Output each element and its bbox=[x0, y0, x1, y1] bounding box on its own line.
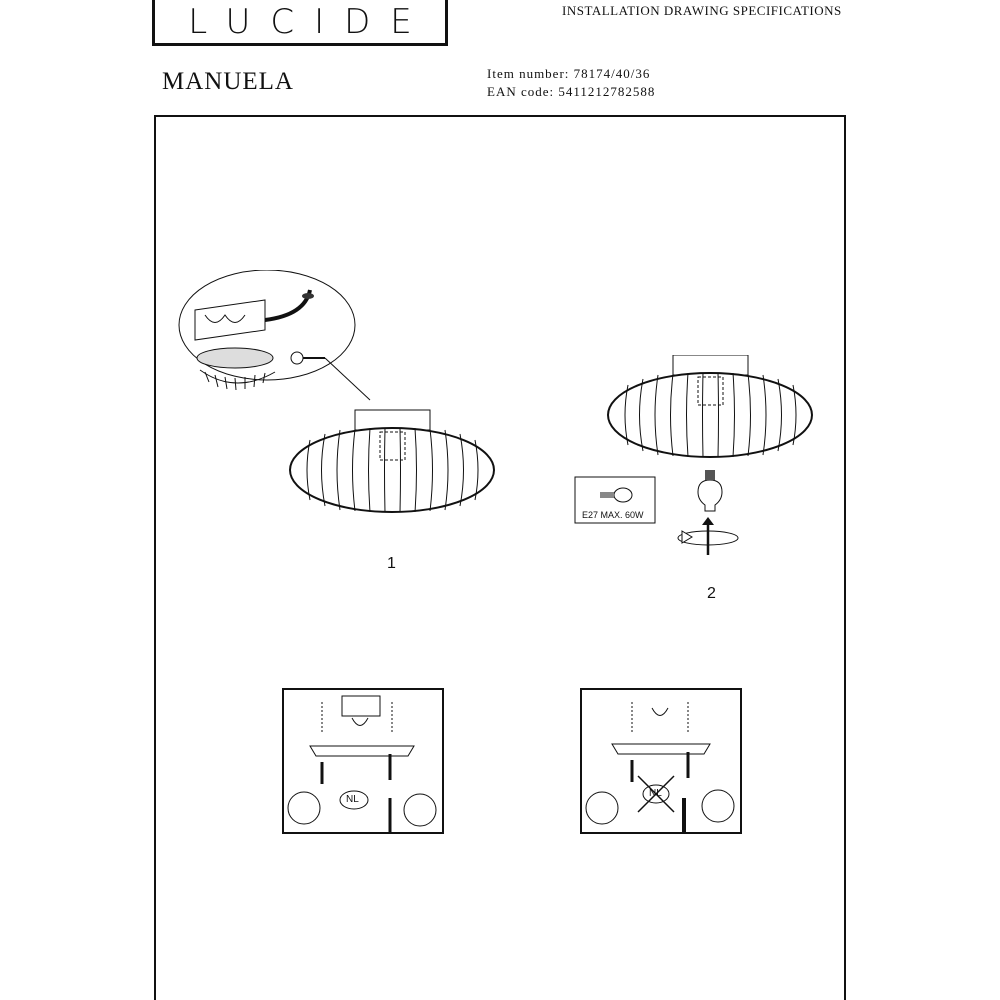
nl-badge-right: NL bbox=[649, 788, 662, 799]
bulb-spec-text: E27 MAX. 60W bbox=[582, 510, 644, 520]
lamp-icon bbox=[608, 355, 812, 457]
drawing-frame bbox=[154, 115, 846, 1000]
screwdriver-icon bbox=[586, 792, 618, 824]
rotate-arrow-icon bbox=[678, 517, 738, 555]
screwdriver-icon bbox=[288, 792, 320, 824]
document-title: INSTALLATION DRAWING SPECIFICATIONS bbox=[562, 3, 842, 18]
logo-text: LUCIDE bbox=[188, 2, 432, 42]
step2-number: 2 bbox=[707, 585, 716, 602]
ean-code: EAN code: 5411212782588 bbox=[487, 84, 656, 99]
mounting-diagram-right bbox=[580, 688, 742, 834]
mounting-bracket bbox=[612, 744, 710, 754]
step1-number: 1 bbox=[387, 555, 396, 572]
item-number: Item number: 78174/40/36 bbox=[487, 66, 651, 81]
drill-icon bbox=[404, 794, 436, 826]
brand-logo bbox=[152, 0, 448, 46]
terminal-block bbox=[342, 696, 380, 716]
mounting-bracket bbox=[310, 746, 414, 756]
connection-detail-icon bbox=[179, 270, 370, 400]
drill-icon bbox=[702, 790, 734, 822]
lamp-icon bbox=[290, 410, 494, 512]
nl-badge-left: NL bbox=[346, 794, 359, 805]
step1-drawing bbox=[175, 270, 495, 530]
step2-drawing bbox=[570, 355, 820, 555]
mounting-diagram-left bbox=[282, 688, 444, 834]
product-name: MANUELA bbox=[162, 68, 294, 95]
